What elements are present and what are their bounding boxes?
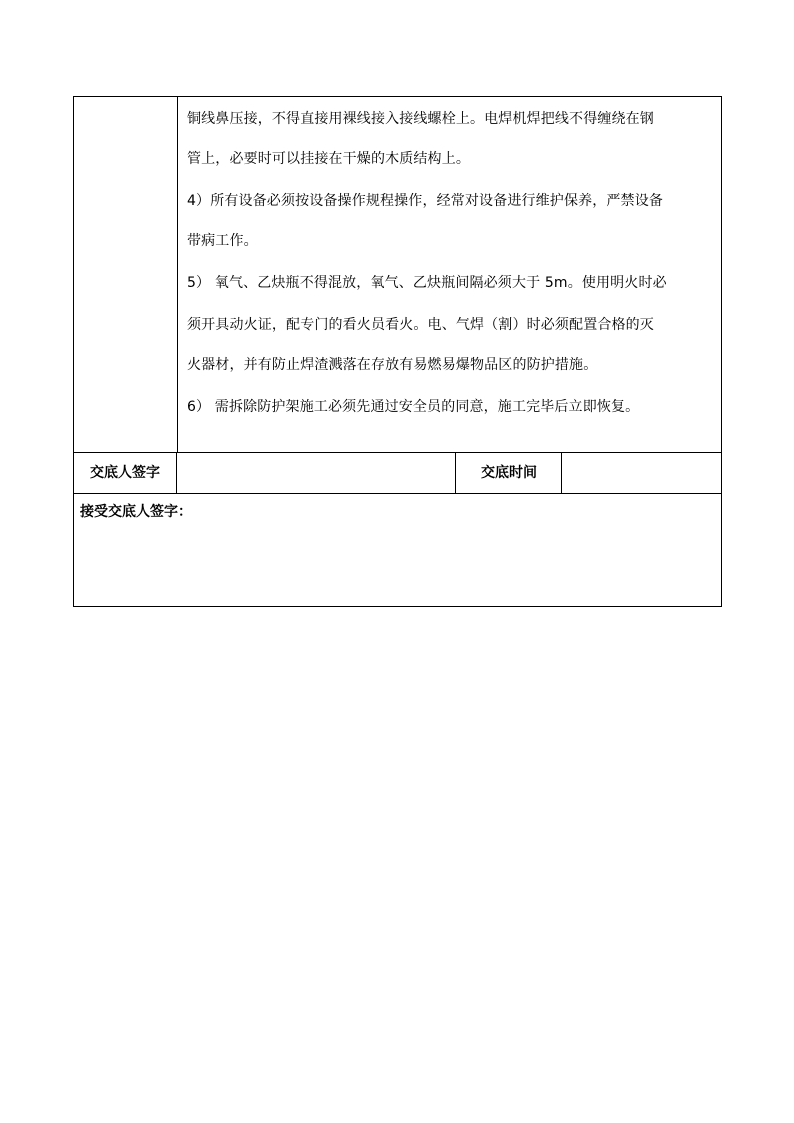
time-label: 交底时间: [457, 453, 562, 493]
content-row: [74, 97, 721, 453]
content-line: 须开具动火证，配专门的看火员看火。电、气焊（割）时必须配置合格的灭: [187, 317, 654, 333]
time-field[interactable]: [563, 453, 721, 493]
content-line: 火器材，并有防止焊渣溅落在存放有易燃易爆物品区的防护措施。: [187, 357, 598, 373]
content-line: 6） 需拆除防护架施工必须先通过安全员的同意，施工完毕后立即恢复。: [187, 399, 640, 415]
receiver-label: 接受交底人签字：: [80, 504, 192, 520]
content-line: 铜线鼻压接，不得直接用裸线接入接线螺栓上。电焊机焊把线不得缠绕在钢: [187, 111, 654, 127]
content-line: 5） 氧气、乙炔瓶不得混放，氧气、乙炔瓶间隔必须大于 5m。使用明火时必: [187, 275, 667, 291]
content-line: 管上，必要时可以挂接在干燥的木质结构上。: [187, 151, 470, 167]
content-text-cell: [178, 97, 721, 452]
receiver-row[interactable]: [74, 494, 721, 606]
discloser-label: 交底人签字: [74, 453, 177, 493]
disclosure-table: [73, 96, 722, 607]
left-empty-cell: [74, 97, 178, 452]
discloser-signature-field[interactable]: [178, 453, 456, 493]
content-line: 带病工作。: [187, 233, 258, 249]
signature-row: [74, 453, 721, 494]
content-line: 4）所有设备必须按设备操作规程操作，经常对设备进行维护保养，严禁设备: [187, 193, 664, 209]
